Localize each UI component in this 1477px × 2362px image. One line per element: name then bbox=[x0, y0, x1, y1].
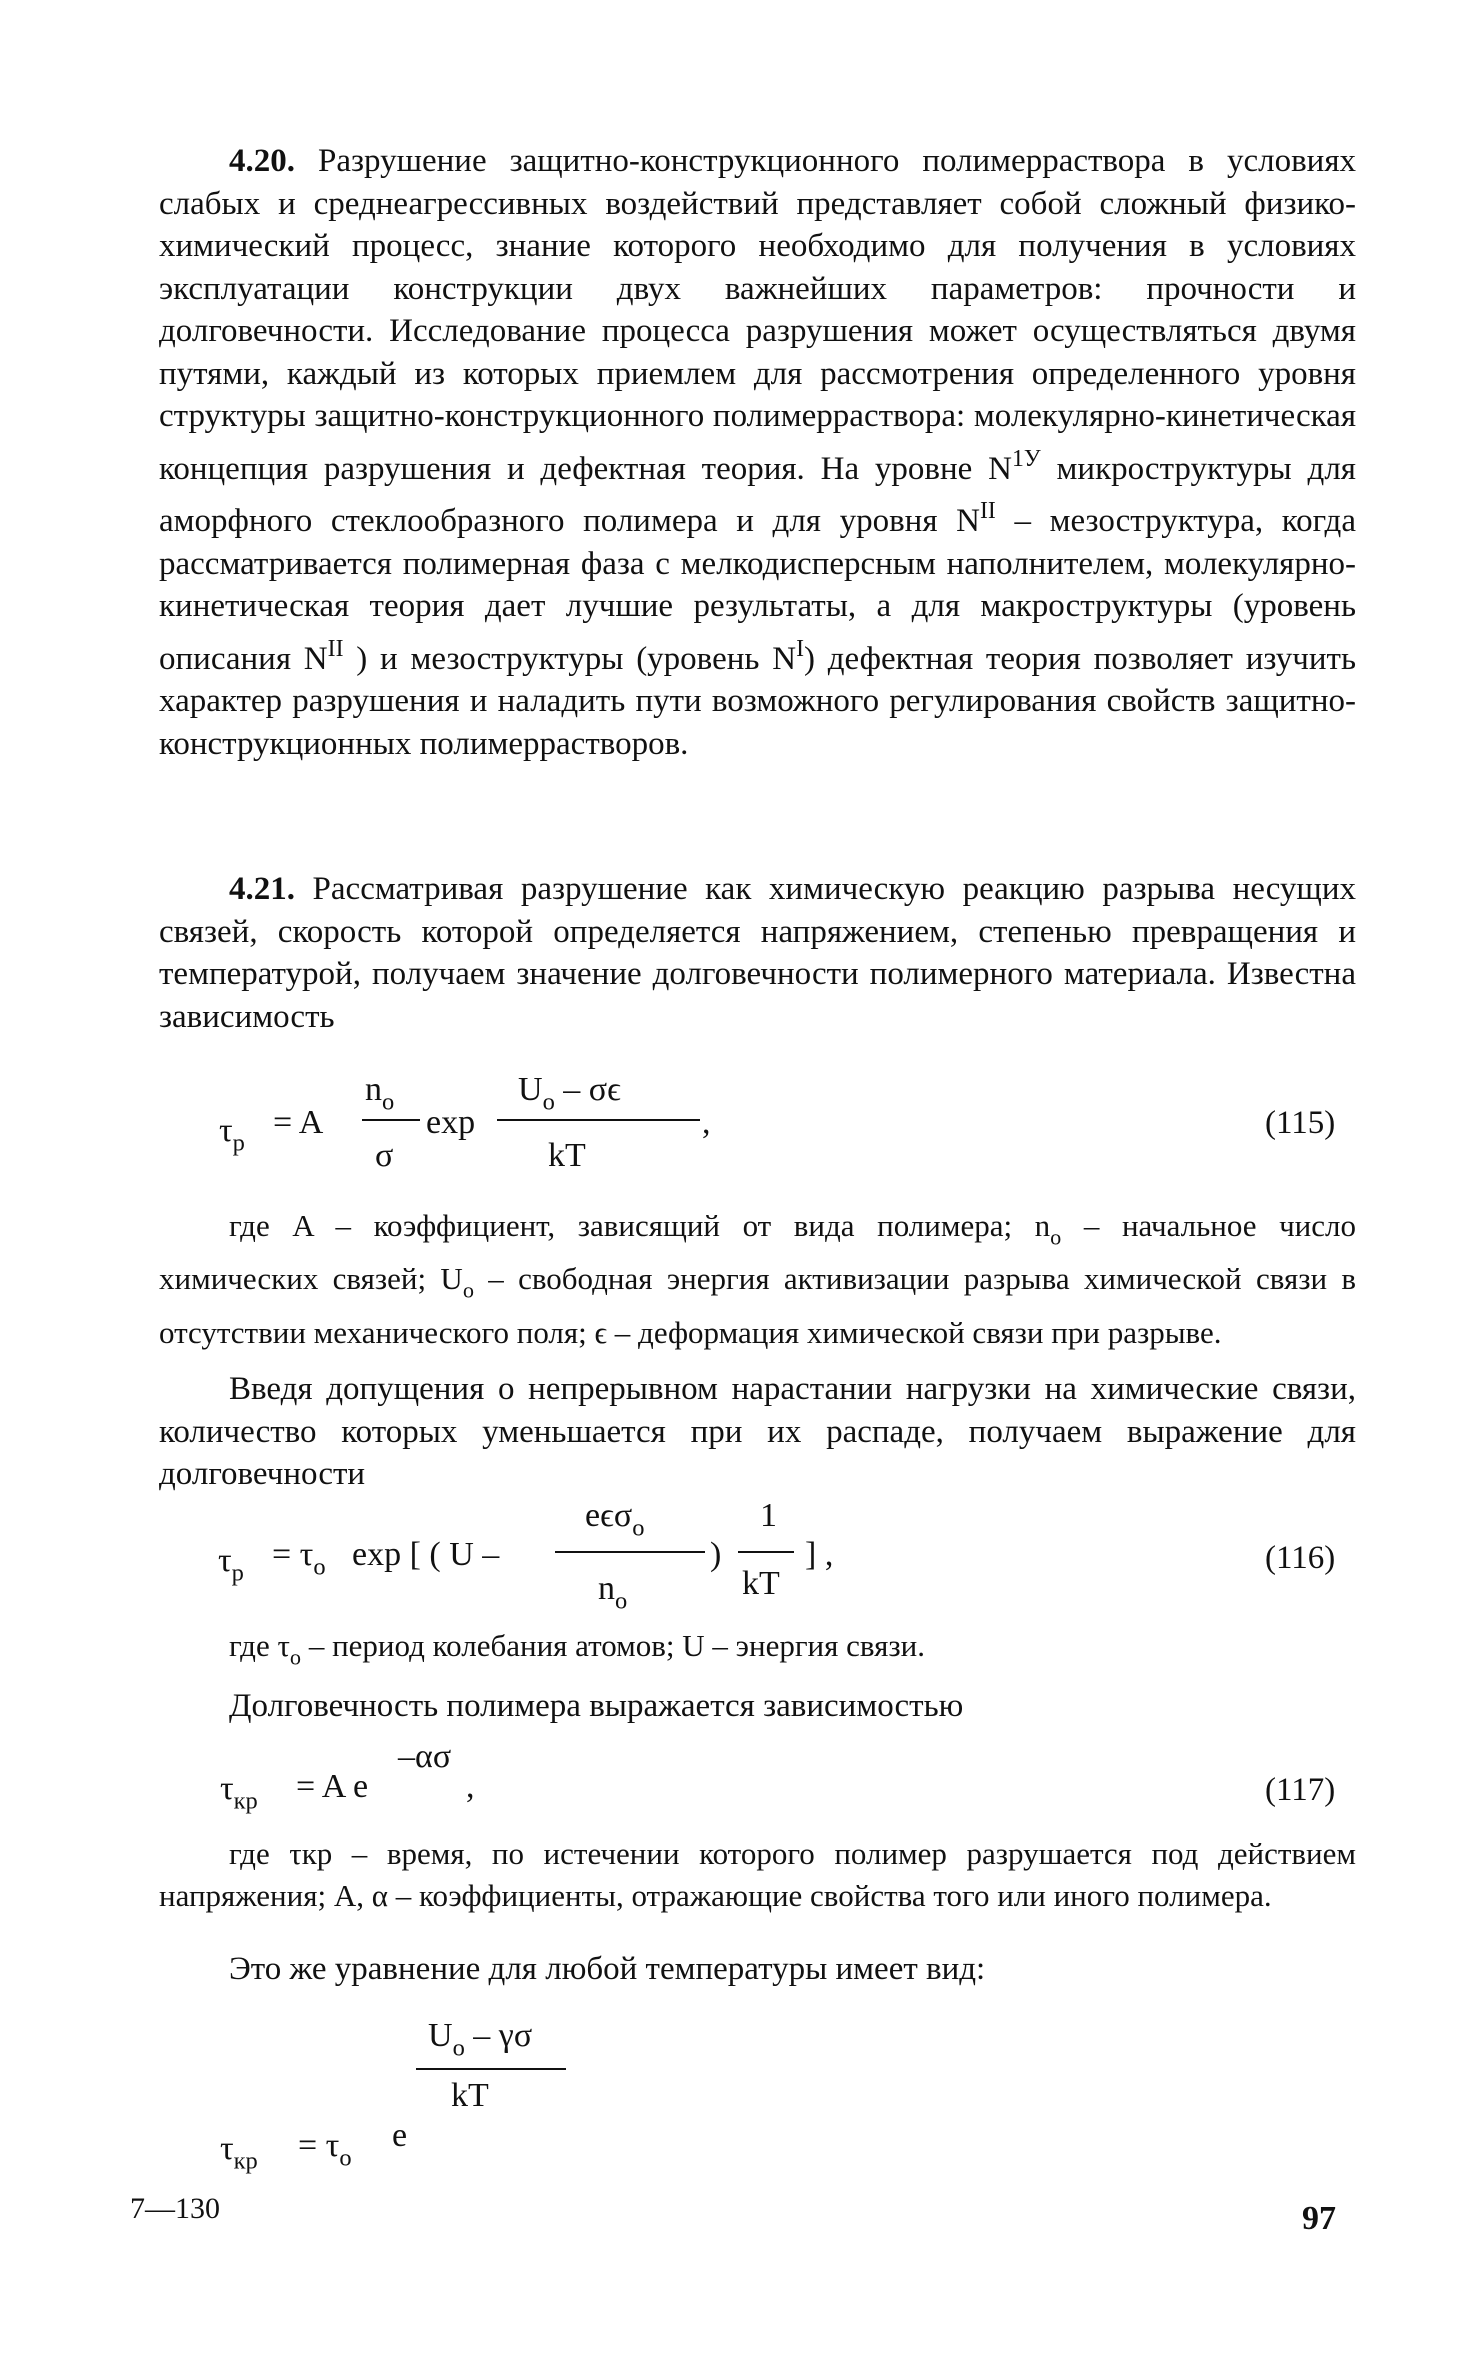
page-number: 97 bbox=[1302, 2200, 1336, 2237]
eq116-fraction-line-1 bbox=[555, 1551, 705, 1553]
eqlast-e: e bbox=[392, 2117, 408, 2154]
eqlast-den: kT bbox=[451, 2077, 489, 2114]
eq116-num: eϵσ$_o$ bbox=[585, 1497, 645, 1542]
paragraph-117-intro: Долговечность полимера выражается зависимостью bbox=[229, 1688, 964, 1724]
eq115-den2: kT bbox=[548, 1137, 586, 1174]
eq117-comma: , bbox=[466, 1768, 475, 1805]
paragraph-116-intro: Введя допущения о непрерывном нарастании нагрузки на химические связи, количество которых уменьшается при их распаде, получаем выражение для долговечности bbox=[159, 1371, 1356, 1492]
eq115-fraction-line-1 bbox=[362, 1119, 420, 1121]
eq115-fraction-line-2 bbox=[497, 1119, 700, 1121]
eq116-den2: kT bbox=[742, 1565, 780, 1602]
eq115-comma: , bbox=[702, 1104, 711, 1141]
text-c: – мезоструктура, когда рассматривается полимерная фаза с мелкодисперсным наполнителем, молекулярно-кинетическая теория дает лучшие результаты, а для макроструктуры (уровень описания N bbox=[159, 503, 1356, 677]
eq116-fraction-line-2 bbox=[738, 1551, 794, 1553]
eq116-close: ] , bbox=[805, 1536, 834, 1573]
paragraph-last: Это же уравнение для любой температуры имеет вид: bbox=[229, 1951, 986, 1987]
section-number-4-21: 4.21. bbox=[229, 871, 295, 907]
eq115-den1: σ bbox=[375, 1137, 394, 1174]
text-a: Разрушение защитно-конструкционного полимерраствора в условиях слабых и среднеагрессивных воздействий представляет собой сложный физико-химический процесс, знание которого необходимо для получения в условиях эксплуатации конструкции двух важнейших параметров: прочности и долговечности. Исследование процесса разрушения может осуществляться двумя путями, каждый из которых приемлем для рассмотрения определенного уровня структуры защитно-конструкционного полимерраствора: молекулярно-кинетическая концепция разрушения и дефектная теория. На уровне N bbox=[159, 143, 1356, 487]
eq115-exp: exp bbox=[426, 1104, 476, 1141]
eq115-num1: $n_o$ bbox=[365, 1071, 395, 1116]
eq116-exp-open: exp [ ( U – bbox=[352, 1536, 500, 1573]
eqlast-lhs: $\tau_{кр}$ bbox=[220, 2130, 258, 2175]
eq115-equals-a: = A bbox=[273, 1104, 324, 1141]
eqlast-rhs: = $\tau_o$ bbox=[298, 2127, 352, 2172]
explanation-116: где $\tau_o$ – период колебания атомов; U – энергия связи. bbox=[229, 1628, 925, 1670]
paragraph-4-21 bbox=[159, 868, 1356, 1038]
eq116-label: (116) bbox=[1265, 1540, 1336, 1576]
eq117-lhs: $\tau_{кр}$ bbox=[220, 1770, 258, 1815]
eq115-lhs: $\tau_р$ bbox=[219, 1112, 245, 1157]
printer-signature: 7—130 bbox=[130, 2192, 220, 2225]
sup-2: II bbox=[979, 498, 996, 525]
eq116-num2: 1 bbox=[760, 1497, 777, 1534]
eq116-close-paren: ) bbox=[710, 1536, 722, 1573]
eqlast-fraction-line bbox=[416, 2068, 566, 2070]
eq117-exponent: –ασ bbox=[398, 1738, 452, 1775]
explanation-117: где τкр – время, по истечении которого полимер разрушается под действием напряжения; A, α – коэффициенты, отражающие свойства того или иного полимера. bbox=[159, 1836, 1356, 1913]
eqlast-num: $U_o$ – γσ bbox=[428, 2017, 533, 2062]
eq116-den: $n_o$ bbox=[598, 1570, 628, 1615]
text-e: ) дефектная теория позволяет изучить характер разрушения и наладить пути возможного регулирования свойств защитно-конструкционных полимеррастворов. bbox=[159, 640, 1356, 762]
eq116-rhs-tau: = $\tau_o$ bbox=[272, 1536, 326, 1581]
eq117-label: (117) bbox=[1265, 1772, 1336, 1808]
eq117-rhs: = A e bbox=[296, 1768, 369, 1805]
eq115-num2: $U_o$ – σϵ bbox=[518, 1071, 621, 1116]
text-d: ) и мезоструктуры (уровень N bbox=[343, 640, 797, 677]
eq116-lhs: $\tau_р$ bbox=[218, 1542, 244, 1587]
eq115-label: (115) bbox=[1265, 1105, 1336, 1141]
text-b: микроструктуры для аморфного стеклообразного полимера и для уровня N bbox=[159, 450, 1356, 540]
paragraph-4-20 bbox=[159, 140, 1356, 765]
section-number-4-20: 4.20. bbox=[229, 143, 295, 179]
sup-4: I bbox=[796, 635, 804, 662]
sup-3: II bbox=[327, 635, 344, 662]
explanation-115: где A – коэффициент, зависящий от вида полимера; $n_o$ – начальное число химических связей; $U_o$ – свободная энергия активизации разрыва химической связи в отсутствии механического поля; ϵ – деформация химической связи при разрыве. bbox=[159, 1208, 1357, 1350]
text-4-21: Рассматривая разрушение как химическую реакцию разрыва несущих связей, скорость которой определяется напряжением, степенью превращения и температурой, получаем значение долговечности полимерного материала. Известна зависимость bbox=[159, 871, 1356, 1035]
sup-1: 1У bbox=[1012, 445, 1041, 472]
